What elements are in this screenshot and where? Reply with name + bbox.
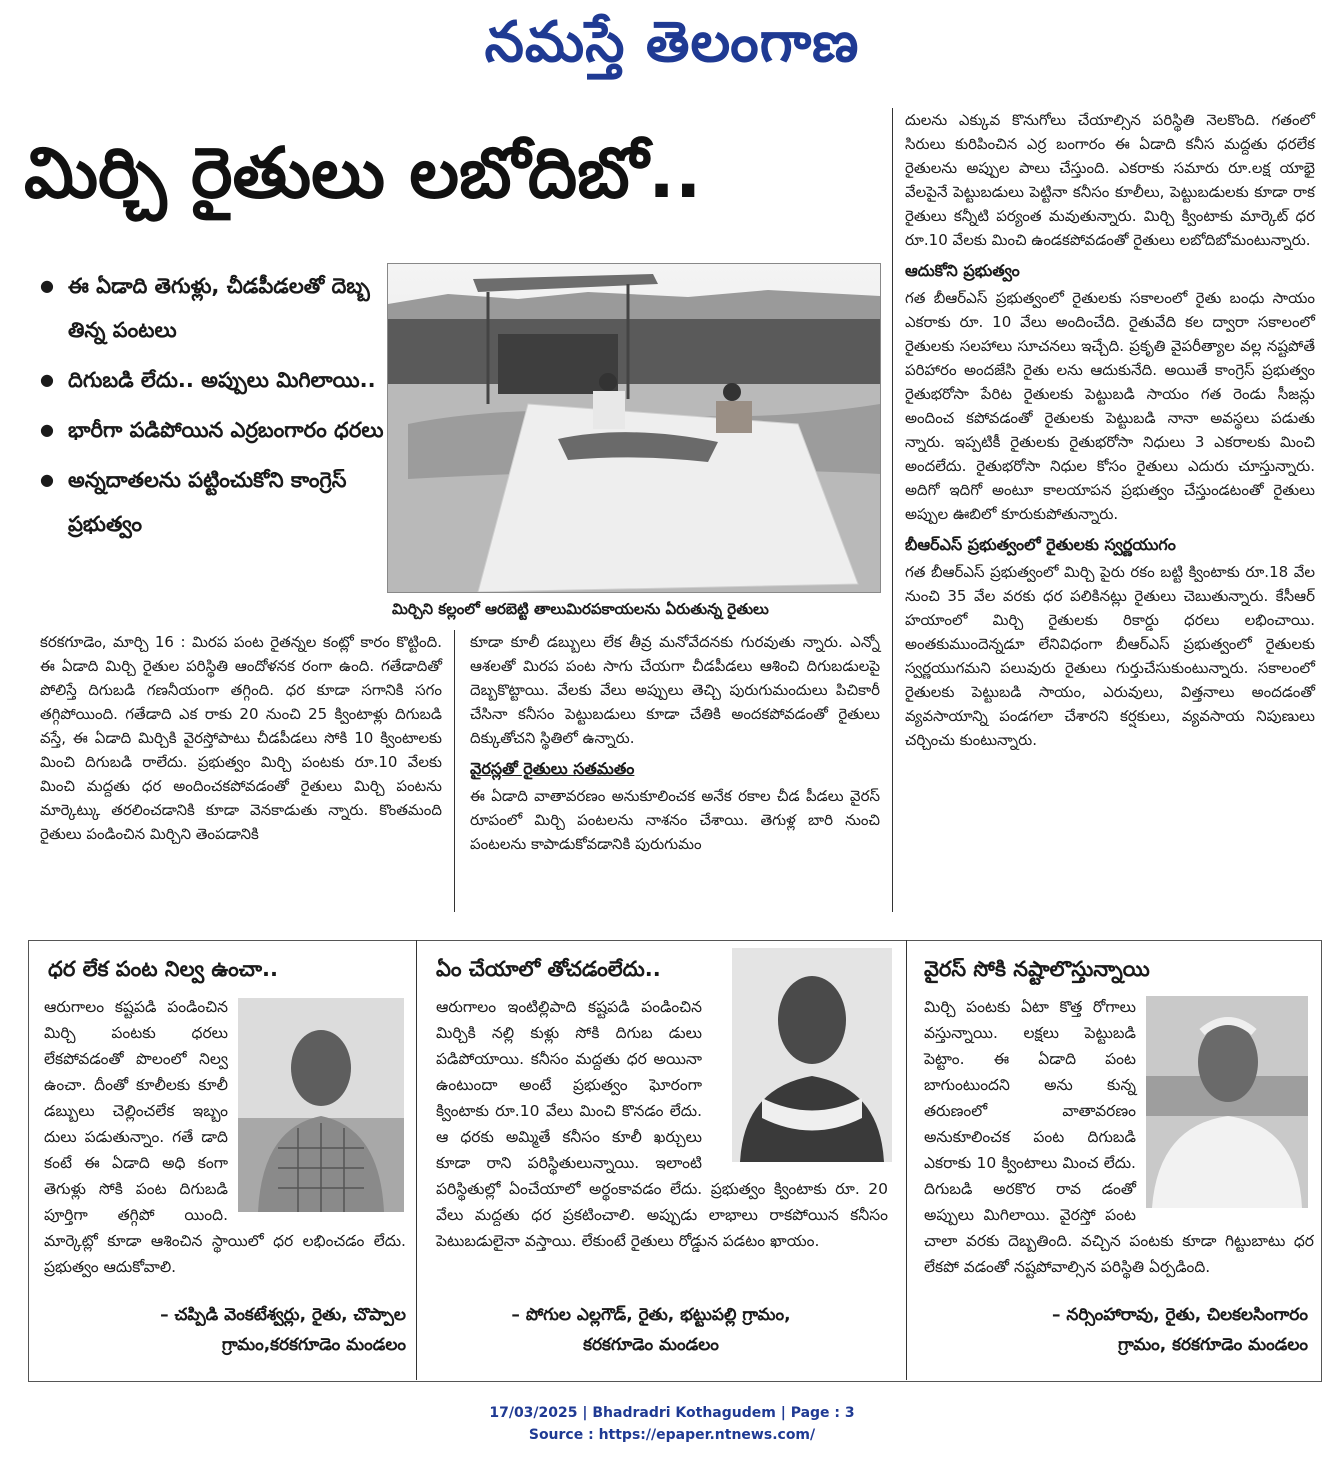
box-divider	[416, 940, 417, 1380]
signature-line: గ్రామం,కరకగూడెం మండలం	[221, 1335, 406, 1355]
paragraph: గత బీఆర్ఎస్ ప్రభుత్వంలో రైతులకు సకాలంలో రైతు బంధు సాయం ఎకరాకు రూ. 10 వేలు అందించేది. రైతువేది కల ద్వారా సకాలంలో రైతులకు సలహాలు సూచనలు ఇచ్చేది. ప్రకృతి వైపరీత్యాల వల్ల నష్టపోతే పరిహారం అందజేసి రైతు లను ఆదుకునేది. అయితే కాంగ్రెస్ ప్రభుత్వం రైతుభరోసా పేరిట రైతులకు పెట్టుబడి సాయం గత రెండు సీజన్లు అందించ కపోవడంతో రైతులకు పెట్టుబడి నానా అవస్థలు పడుతు న్నారు. ఇప్పటికీ రైతులకు రైతుభరోసా నిధులు 3 ఎకరాలకు మించి అందలేదు. రైతుభరోసా నిధుల కోసం రైతులు ఎదురు చూస్తున్నారు. అదిగో ఇదిగో అంటూ కాలయాపన ప్రభుత్వం చేస్తుండటంతో రైతులు అప్పుల ఊబిలో కూరుకుపోతున్నారు.	[905, 289, 1315, 523]
masthead: నమస్తే తెలంగాణ	[484, 9, 860, 75]
article-column-2	[470, 630, 880, 856]
bullet-item: ● భారీగా పడిపోయిన ఎర్రబంగారం ధరలు	[40, 408, 385, 452]
signature-line: గ్రామం, కరకగూడెం మండలం	[1118, 1335, 1308, 1355]
news-photo	[387, 263, 881, 593]
subheading: వైరస్లతో రైతులు సతమతం	[470, 759, 635, 778]
column-divider	[454, 630, 455, 912]
signature-line: – పోగుల ఎల్లగౌడ్, రైతు, భట్టుపల్లి గ్రామం,	[511, 1305, 791, 1325]
paragraph: గత బీఆర్ఎస్ ప్రభుత్వంలో మిర్చి పైరు రకం బట్టి క్వింటాకు రూ.18 వేల నుంచి 35 వేల వరకు ధర పలికినట్లు రైతులు చెబుతున్నారు. కేసీఆర్ హయాంలో మిర్చి రైతులకు రికార్డు ధరలు లభించాయి. అంతకుముందెన్నడూ లేనివిధంగా బీఆర్ఎస్ ప్రభుత్వంలో రైతులకు స్వర్ణయుగమని పలువురు రైతులు గుర్తుచేసుకుంటున్నారు. సకాలంలో రైతులకు పెట్టుబడి సాయం, ఎరువులు, విత్తనాలు అందడంతో వ్యవసాయాన్ని పండగలా చేశారని కర్షకులు, వ్యవసాయ నిపుణులు చర్చించు కుంటున్నారు.	[905, 563, 1315, 749]
portrait-spacer	[702, 994, 888, 1164]
box-title: వైరస్ సోకి నష్టాలొస్తున్నాయి	[924, 957, 1150, 981]
footer-date-line: 17/03/2025 | Bhadradri Kothagudem | Page : 3	[489, 1405, 855, 1421]
paragraph: దులను ఎక్కువ కొనుగోలు చేయాల్సిన పరిస్థితి నెలకొంది. గతంలో సిరులు కురిపించిన ఎర్ర బంగారం ఈ ఏడాది కనీస మద్దతు ధరలేక రైతులను అప్పుల పాలు చేస్తుంది. ఎకరాకు సమారు రూ.లక్ష యాభై వేలపైనే పెట్టుబడులు పెట్టినా కనీసం కూలీలు, పెట్టుబడులకు కూడా రాక రైతులు కన్నీటి పర్యంత మవుతున్నారు. మిర్చి క్వింటాకు మార్కెట్ ధర రూ.10 వేలకు మించి ఉండకపోవడంతో రైతులు లబోదిబోమంటున్నారు.	[905, 111, 1315, 249]
box-divider	[906, 940, 907, 1380]
farmers-drying-chillies-image	[388, 264, 880, 592]
highlight-bullets	[40, 264, 385, 552]
quote-text-part	[436, 994, 888, 1254]
box-title: ఏం చేయాలో తోచడంలేదు..	[436, 957, 661, 981]
quote-text-part	[924, 994, 1314, 1280]
box-title: ధర లేక పంట నిల్వ ఉంచా..	[48, 957, 278, 981]
signature-line: కరకగూడెం మండలం	[583, 1335, 719, 1355]
quote-text: ఆరుగాలం ఇంటిల్లిపాది కష్టపడి పండించిన మిర్చికి నల్లి కుళ్లు సోకి దిగుబ డులు పడిపోయాయి. కనీసం మద్దతు ధర అయినా ఉంటుందా అంటే ప్రభుత్వం ఘోరంగా క్వింటాకు రూ.10 వేలు మించి కొనడం లేదు. ఆ ధరకు అమ్మితే కనీసం కూలీ ఖర్చులు కూడా రాని పరిస్థితులున్నాయి. ఇలాంటి పరిస్థితుల్లో ఏంచేయాలో అర్థంకావడం లేదు. ప్రభుత్వం క్వింటాకు రూ. 20 వేలు మద్దతు ధర ప్రకటించాలి. అప్పుడు లాభాలు రాకపోయిన కనీసం పెటుబడులైనా వస్తాయి. లేకుంటే రైతులు రోడ్డున పడటం ఖాయం.	[436, 998, 888, 1250]
bullet-item: ● ఈ ఏడాది తెగుళ్లు, చీడపీడలతో దెబ్బ తిన్న పంటలు	[40, 264, 385, 352]
quote-text-part	[44, 994, 406, 1280]
signature-line: – చప్పిడి వెంకటేశ్వర్లు, రైతు, చొప్పాల	[160, 1305, 406, 1325]
quote-text: మిర్చి పంటకు ఏటా కొత్త రోగాలు వస్తున్నాయి. లక్షలు పెట్టుబడి పెట్టాం. ఈ ఏడాది పంట బాగుంటుందని అను కున్న తరుణంలో వాతావరణం అనుకూలించక పంట దిగుబడి ఎకరాకు 10 క్వింటాలు మించ లేదు. దిగుబడి అరకొర రావ డంతో అప్పులు మిగిలాయి. వైరస్తో పంట చాలా వరకు దెబ్బతింది. వచ్చిన పంటకు కూడా గిట్టుబాటు ధర లేకపో వడంతో నష్టపోవాల్సిన పరిస్థితి ఏర్పడింది.	[924, 998, 1314, 1276]
column-divider	[892, 108, 893, 912]
portrait-spacer	[228, 994, 406, 1214]
quote-signature	[924, 1300, 1308, 1360]
subheading: ఆదుకోని ప్రభుత్వం	[905, 261, 1020, 280]
quote-box-1	[48, 952, 408, 986]
quote-signature	[44, 1300, 406, 1360]
footer-source-line: Source : https://epaper.ntnews.com/	[528, 1427, 816, 1443]
article-column-1	[40, 630, 442, 846]
article-column-right	[905, 108, 1315, 752]
paragraph: ఈ ఏడాది వాతావరణం అనుకూలించక అనేక రకాల చీడ పీడలు వైరస్ రూపంలో మిర్చి పంటలను నాశనం చేశాయి. తెగుళ్ల బారి నుంచి పంటలను కాపాడుకోవడానికి పురుగుమం	[470, 787, 880, 853]
quote-text: ఆరుగాలం కష్టపడి పండించిన మిర్చి పంటకు ధరలు లేకపోవడంతో పొలంలో నిల్వ ఉంచా. దీంతో కూలీలకు కూలీ డబ్బులు చెల్లించలేక ఇబ్బం దులు పడుతున్నాం. గతే డాది కంటే ఈ ఏడాది అధి కంగా తెగుళ్లు సోకి పంట దిగుబడి పూర్తిగా తగ్గిపో యింది. మార్కెట్లో కూడా ఆశించిన స్థాయిలో ధర లభించడం లేదు. ప్రభుత్వం ఆదుకోవాలి.	[44, 998, 406, 1276]
signature-line: – నర్సింహారావు, రైతు, చిలకలసింగారం	[1052, 1305, 1308, 1325]
subheading: బీఆర్ఎస్ ప్రభుత్వంలో రైతులకు స్వర్ణయుగం	[905, 535, 1176, 554]
quote-signature	[436, 1300, 866, 1360]
quote-box-2	[436, 952, 726, 986]
paragraph: కూడా కూలీ డబ్బులు లేక తీవ్ర మనోవేదనకు గురవుతు న్నారు. ఎన్నో ఆశలతో మిరప పంట సాగు చేయగా చీడపీడలు ఆశించి దిగుబడులపై దెబ్బకొట్టాయి. వేలకు వేలు అప్పులు తెచ్చి పురుగుమందులు పిచికారీ చేసినా కనీసం పెట్టుబడులు కూడా చేతికి అందకపోవడంతో రైతులు దిక్కుతోచని స్థితిలో ఉన్నారు.	[470, 633, 880, 747]
paragraph: కరకగూడెం, మార్చి 16 : మిరప పంట రైతన్నల కంట్లో కారం కొట్టింది. ఈ ఏడాది మిర్చి రైతుల పరిస్థితి ఆందోళనక రంగా ఉంది. గతేడాదితో పోలిస్తే దిగుబడి గణనీయంగా తగ్గింది. ధర కూడా సగానికి సగం తగ్గిపోయింది. గతేడాది ఎక రాకు 20 నుంచి 25 క్వింటాళ్లు దిగుబడి వస్తే, ఈ ఏడాది మిర్చికి వైరస్తోపాటు చీడపీడలు సోకి 10 క్వింటాలకు మించి దిగుబడి రాలేదు. ప్రభుత్వం మిర్చి పంటకు రూ.10 వేలకు మించి మద్దతు ధర అందించకపోవడంతో రైతులు మిర్చి పంటను మార్కెట్కు తరలించడానికి కూడా వెనకాడుతు న్నారు. కొంతమంది రైతులు పండించిన మిర్చిని తెంపడానికి	[40, 633, 442, 843]
bullet-item: ● అన్నదాతలను పట్టించుకోని కాంగ్రెస్ ప్రభుత్వం	[40, 458, 385, 546]
bullet-item: ● దిగుబడి లేదు.. అప్పులు మిగిలాయి..	[40, 358, 385, 402]
quote-box-3	[924, 952, 1314, 986]
portrait-spacer	[1136, 994, 1314, 1212]
headline: మిర్చి రైతులు లబోదిబో..	[24, 132, 702, 214]
photo-caption: మిర్చిని కల్లంలో ఆరబెట్టి తాలుమిరపకాయలను ఏరుతున్న రైతులు	[392, 600, 769, 618]
